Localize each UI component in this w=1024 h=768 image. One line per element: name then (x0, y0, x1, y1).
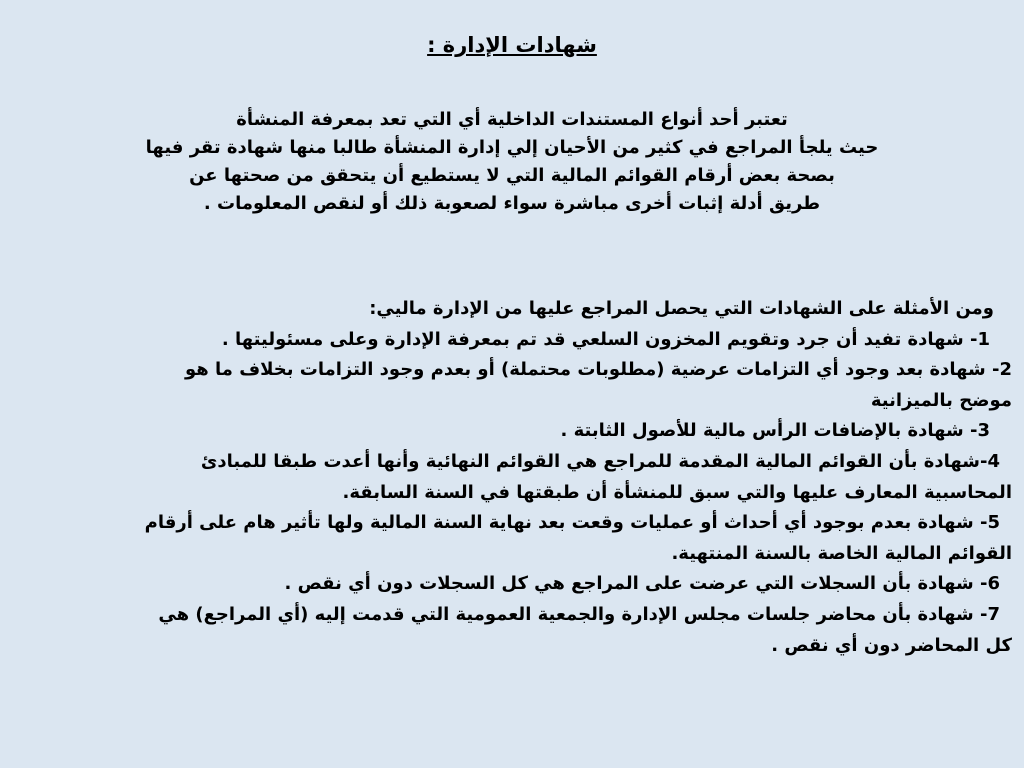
example-item-4-continued: المحاسبية المعارف عليها والتي سبق للمنشأة أن طبقتها في السنة السابقة. (342, 481, 1012, 503)
examples-heading: ومن الأمثلة على الشهادات التي يحصل المراجع عليها من الإدارة ماليي: (369, 298, 994, 319)
intro-line: حيث يلجأ المراجع في كثير من الأحيان إلي إدارة المنشأة طالبا منها شهادة تقر فيها (145, 137, 879, 158)
slide-title: شهادات الإدارة : (427, 33, 597, 57)
example-item-2-continued: موضح بالميزانية (870, 389, 1012, 411)
example-item-7: 7- شهادة بأن محاضر جلسات مجلس الإدارة والجمعية العمومية التي قدمت إليه (أي المراجع) هي (158, 603, 1000, 625)
example-item-4: 4-شهادة بأن القوائم المالية المقدمة للمراجع هي القوائم النهائية وأنها أعدت طبقا للمبادئ (200, 450, 1000, 472)
example-item-2: 2- شهادة بعد وجود أي التزامات عرضية (مطلوبات محتملة) أو بعدم وجود التزامات بخلاف ما هو (185, 359, 1012, 381)
intro-line: تعتبر أحد أنواع المستندات الداخلية أي التي تعد بمعرفة المنشأة (236, 109, 788, 130)
example-item-6: 6- شهادة بأن السجلات التي عرضت على المراجع هي كل السجلات دون أي نقص . (284, 573, 1000, 595)
example-item-5: 5- شهادة بعدم بوجود أي أحداث أو عمليات وقعت بعد نهاية السنة المالية ولها تأثير هام على أرقام (144, 512, 1000, 534)
intro-line: طريق أدلة إثبات أخرى مباشرة سواء لصعوبة ذلك أو لنقص المعلومات . (203, 193, 821, 214)
example-item-5-continued: القوائم المالية الخاصة بالسنة المنتهية. (671, 542, 1012, 564)
example-item-7-continued: كل المحاضر دون أي نقص . (771, 634, 1012, 656)
intro-line: بصحة بعض أرقام القوائم المالية التي لا يستطيع أن يتحقق من صحتها عن (189, 165, 835, 186)
examples-list (10, 294, 1012, 661)
intro-paragraph (60, 106, 964, 218)
example-item-3: 3- شهادة بالإضافات الرأس مالية للأصول الثابتة . (560, 420, 990, 442)
example-item-1: 1- شهادة تفيد أن جرد وتقويم المخزون السلعي قد تم بمعرفة الإدارة وعلى مسئوليتها . (221, 328, 990, 350)
